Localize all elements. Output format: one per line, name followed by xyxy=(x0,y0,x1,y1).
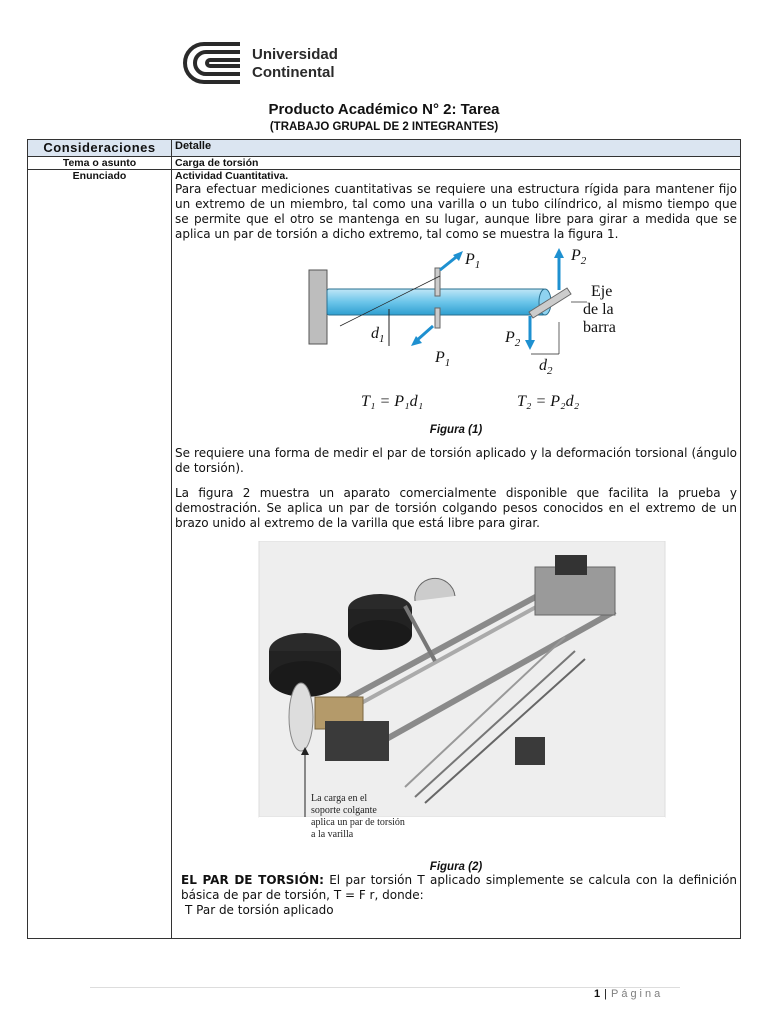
arm-disk-shape xyxy=(289,683,313,751)
lever-top-shape xyxy=(435,268,440,296)
apparatus-note-line-3: aplica un par de torsión xyxy=(311,817,405,828)
label-d1-sub: 1 xyxy=(379,333,385,345)
paragraph-1: Para efectuar mediciones cuantitativas se requiere una estructura rígida para mantener fijo un extremo de un miembro, tal como una varilla o un tubo cilíndrico, al mismo tiempo que se permite que el otro se mantenga en su lugar, aunque libre para girar a medida que se aplica un par de torsión a dicho extremo, tal como se muestra la figura 1. xyxy=(175,182,737,241)
header-considerations: Consideraciones xyxy=(28,140,172,157)
arrowhead-p2-up xyxy=(554,248,564,258)
svg-text:P2 xyxy=(504,329,521,349)
paragraph-4 xyxy=(175,873,737,903)
svg-text:P2 xyxy=(570,247,587,267)
logo-wordmark xyxy=(252,46,338,82)
label-p2-bottom-sub: 2 xyxy=(514,337,521,349)
torque-definition: El par torsión T aplicado simplemente se calcula con la definición básica de par de torsión, T = F r, donde: xyxy=(181,873,737,902)
logo-line-2: Continental xyxy=(252,64,335,81)
base-left-shape xyxy=(325,721,389,761)
label-p1-bottom-sub: 1 xyxy=(444,357,451,369)
assignment-table xyxy=(27,139,741,939)
figure-2-caption: Figura (2) xyxy=(429,861,483,873)
row-value-topic: Carga de torsión xyxy=(172,157,741,170)
clamp-shape xyxy=(555,555,587,575)
paragraph-2: Se requiere una forma de medir el par de torsión aplicado y la deformación torsional (ángulo de torsión). xyxy=(175,446,737,475)
figure-2-apparatus-photo xyxy=(175,541,735,861)
apparatus-note-line-1: La carga en el xyxy=(311,793,368,804)
svg-text:d2 xyxy=(539,357,553,377)
header-detail: Detalle xyxy=(172,140,741,157)
table-row xyxy=(28,170,741,939)
label-p2-top-sub: 2 xyxy=(580,255,587,267)
paragraph-3: La figura 2 muestra un aparato comercialmente disponible que facilita la prueba y demostración. Se aplica un par de torsión colgando pesos conocidos en el extremo de un brazo unido al extremo de la varilla que está libre para girar. xyxy=(175,486,737,530)
label-d1: d xyxy=(371,325,379,342)
label-p2-top: P xyxy=(571,247,581,264)
label-axis-1: Eje xyxy=(591,283,613,300)
equation-t2: T₂ = P₂d₂ xyxy=(517,393,580,410)
label-d2-sub: 2 xyxy=(547,365,553,377)
figure-1-caption: Figura (1) xyxy=(429,424,483,436)
page-footer xyxy=(594,988,663,1000)
label-axis-3: barra xyxy=(583,319,616,336)
figure-1-torsion-diagram xyxy=(175,246,735,424)
footer-separator: | xyxy=(604,988,607,1000)
label-axis-2: de la xyxy=(583,301,614,318)
activity-title: Actividad Cuantitativa. xyxy=(175,170,289,182)
fixed-wall-shape xyxy=(309,270,327,344)
table-header-row xyxy=(28,140,741,157)
svg-text:P1 xyxy=(464,251,480,271)
label-p2-bottom: P xyxy=(505,329,515,346)
lever-bottom-shape xyxy=(435,308,440,328)
base-right-shape xyxy=(515,737,545,765)
label-p1-top: P xyxy=(465,251,475,268)
table-row xyxy=(28,157,741,170)
logo-line-1: Universidad xyxy=(252,46,338,63)
torque-heading: EL PAR DE TORSIÓN: xyxy=(181,873,324,887)
equation-t1: T₁ = P₁d₁ xyxy=(361,393,424,410)
footer-divider xyxy=(90,987,680,988)
weight-right-bottom xyxy=(348,620,412,650)
apparatus-note-line-4: a la varilla xyxy=(311,829,354,840)
row-value-statement xyxy=(172,170,741,939)
paragraph-5: T Par de torsión aplicado xyxy=(185,903,334,917)
row-label-topic: Tema o asunto xyxy=(28,157,172,170)
page-subtitle: (TRABAJO GRUPAL DE 2 INTEGRANTES) xyxy=(269,121,499,133)
label-p1-bottom: P xyxy=(435,349,445,366)
label-d2: d xyxy=(539,357,547,374)
page-label: Página xyxy=(610,988,664,1000)
svg-text:P1 xyxy=(434,349,450,369)
svg-text:d1 xyxy=(371,325,385,345)
row-label-statement: Enunciado xyxy=(28,170,172,939)
page-title: Producto Académico N° 2: Tarea xyxy=(268,101,500,118)
label-p1-top-sub: 1 xyxy=(474,259,481,271)
arrowhead-p2-down xyxy=(525,340,535,350)
apparatus-note-line-2: soporte colgante xyxy=(311,805,377,816)
page-number: 1 xyxy=(594,988,601,1000)
